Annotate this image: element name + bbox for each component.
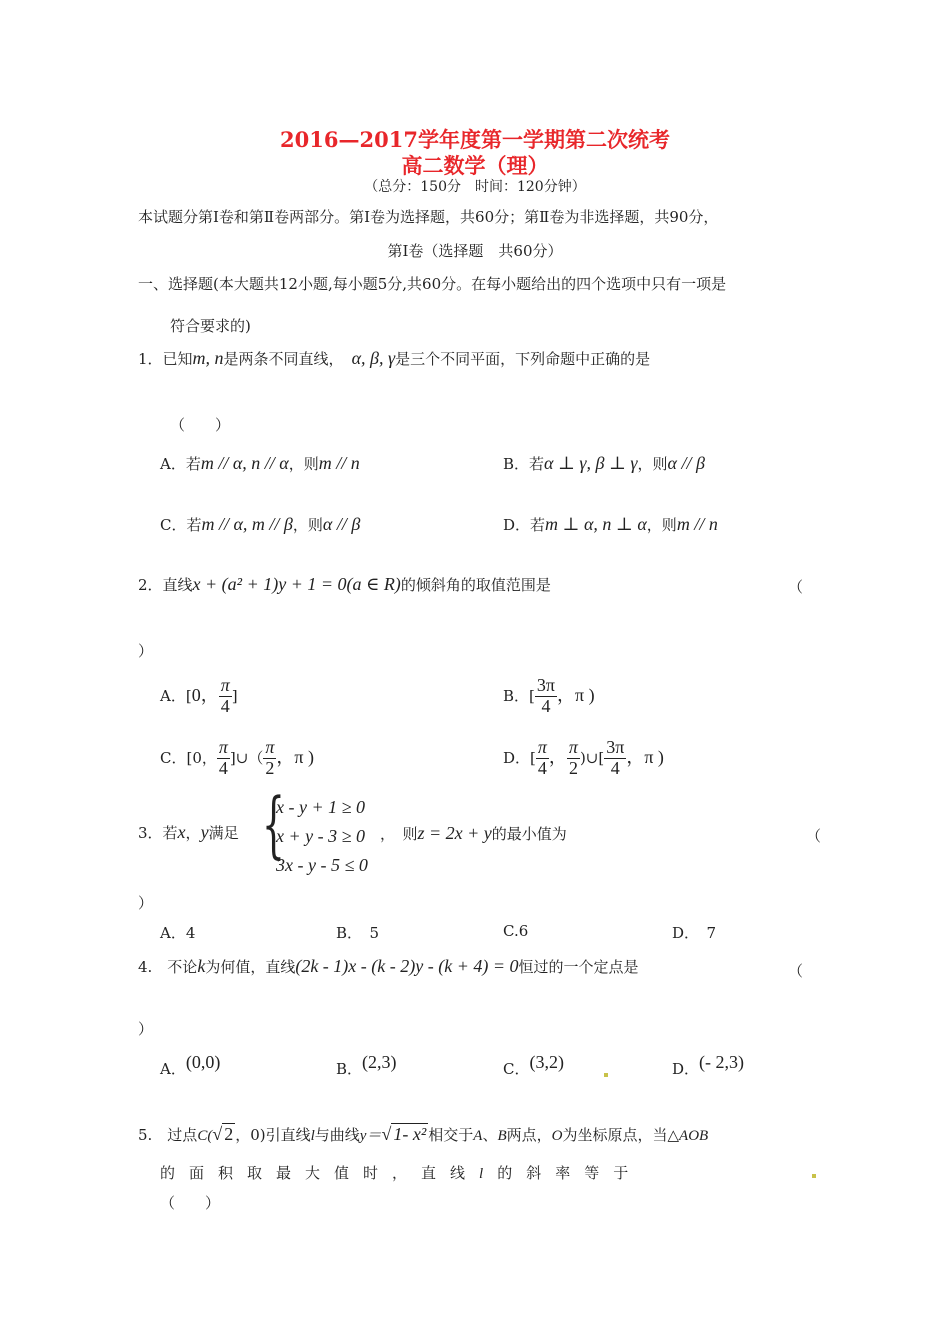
question-1-answer-paren: （ ） (170, 416, 231, 434)
question-5-stem: 5. 过点C(√ 2 ，0)引直线l与曲线y＝√ 1- x² 相交于A、B两点，O为坐标原点，当△AOB (138, 1124, 709, 1144)
q1-option-d[interactable]: D．若m ⊥ α, n ⊥ α，则m // n (503, 514, 718, 534)
question-1-stem: 1．已知m, n是两条不同直线， α, β, γ是三个不同平面，下列命题中正确的是 (138, 348, 651, 368)
question-2-paren-close: ） (138, 642, 154, 660)
question-5-stem-cont: 的面积取最大值时，直线l 的斜率等于 (160, 1164, 643, 1182)
q3-option-a[interactable]: A．4 (160, 924, 196, 942)
part1-title: 第Ⅰ卷（选择题 共60分） (387, 242, 563, 260)
q4-option-d[interactable]: D．(- 2,3) (672, 1052, 745, 1078)
q3-option-c[interactable]: C.6 (503, 922, 529, 940)
question-3-objective: ， 则z = 2x + y的最小值为 (380, 823, 567, 843)
q2-option-b[interactable]: B．[ $\frac{3\pi}{4}$ ，π ) (503, 675, 595, 716)
question-4-paren-open: （ (788, 962, 804, 980)
q1-option-a[interactable]: A．若m // α, n // α，则m // n (160, 453, 360, 473)
q2-option-d[interactable]: D．[ $\frac{\pi}{4}$ ， $\frac{\pi}{2}$ )∪[ $\frac{3\pi}{4}$ ，π ) (503, 737, 664, 778)
q1-option-c[interactable]: C．若m // α, m // β，则α // β (160, 514, 361, 534)
constraint-1: x - y + 1 ≥ 0 (276, 797, 365, 817)
q4-option-b[interactable]: B．(2,3) (336, 1052, 397, 1078)
constraint-3: 3x - y - 5 ≤ 0 (276, 855, 368, 875)
exam-title: 2016—2017学年度第一学期第二次统考 (280, 127, 670, 152)
section1-heading: 一、选择题(本大题共12小题,每小题5分,共60分。在每小题给出的四个选项中只有一项是 (138, 275, 727, 293)
question-3-prefix: 3．若x，y满足 (138, 822, 239, 842)
q3-option-b[interactable]: B． 5 (336, 924, 380, 942)
question-5-answer-paren: （ ） (160, 1194, 221, 1212)
artifact-dot (604, 1073, 608, 1077)
system-brace: { (262, 782, 285, 866)
constraint-2: x + y - 3 ≥ 0 (276, 826, 365, 846)
question-3-paren-open: （ (806, 827, 822, 845)
question-4-paren-close: ） (138, 1020, 154, 1038)
q4-option-c[interactable]: C．(3,2) (503, 1052, 564, 1078)
question-2-stem: 2．直线x + (a² + 1)y + 1 = 0(a ∈ R)的倾斜角的取值范围是 (138, 574, 551, 594)
intro-text: 本试题分第Ⅰ卷和第Ⅱ卷两部分。第Ⅰ卷为选择题，共60分；第Ⅱ卷为非选择题，共90分， (138, 208, 719, 226)
exam-duration: （总分：150分 时间：120分钟） (364, 179, 586, 195)
exam-subject: 高二数学（理） (401, 153, 549, 178)
question-4-stem: 4. 不论k为何值，直线(2k - 1)x - (k - 2)y - (k + 4) = 0恒过的一个定点是 (138, 956, 639, 976)
question-3-paren-close: ） (138, 894, 154, 912)
q2-option-c[interactable]: C．[0， $\frac{\pi}{4}$ ]∪（ $\frac{\pi}{2}$ ，π ) (160, 737, 314, 778)
q4-option-a[interactable]: A．(0,0) (160, 1052, 221, 1078)
q3-option-d[interactable]: D． 7 (672, 924, 717, 942)
section1-heading-cont: 符合要求的) (170, 317, 251, 335)
artifact-dot-2 (812, 1174, 816, 1178)
q1-option-b[interactable]: B．若α ⊥ γ, β ⊥ γ，则α // β (503, 453, 705, 473)
question-2-paren-open: （ (788, 578, 804, 596)
q2-option-a[interactable]: A．[0， $\frac{\pi}{4}$ ] (160, 675, 238, 716)
